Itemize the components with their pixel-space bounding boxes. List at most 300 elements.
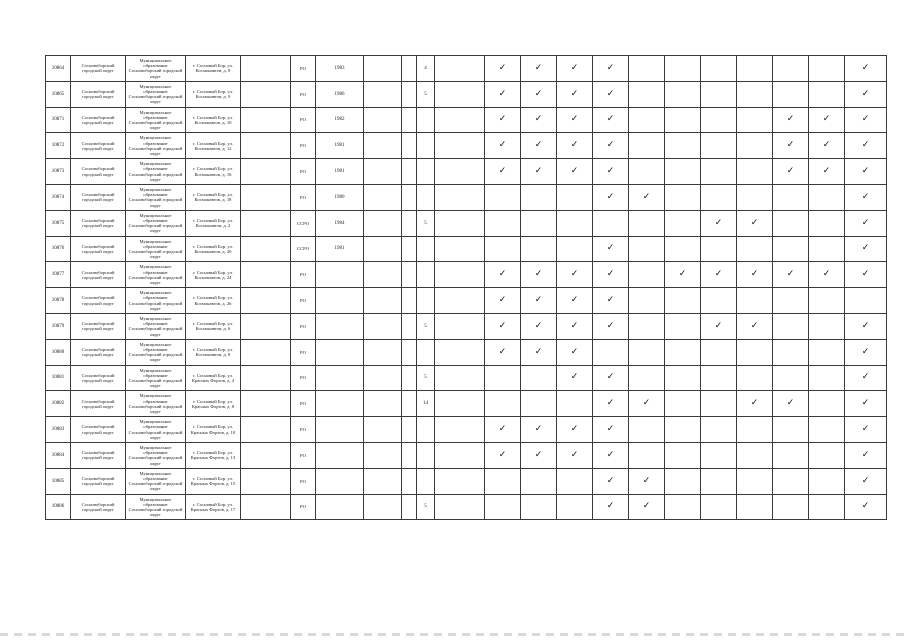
year-cell bbox=[316, 391, 364, 417]
work-check-cell-11 bbox=[845, 184, 887, 210]
work-check-cell-11 bbox=[845, 494, 887, 520]
work-check-cell-1 bbox=[485, 468, 521, 494]
table-row bbox=[46, 107, 887, 133]
check-mark-icon: ✓ bbox=[570, 320, 579, 331]
work-check-cell-2 bbox=[521, 262, 557, 288]
work-check-cell-10 bbox=[809, 494, 845, 520]
check-mark-icon: ✓ bbox=[606, 243, 615, 254]
row-id-cell: 10877 bbox=[46, 262, 71, 288]
address-cell: г. Сосновый Бор, ул. Космонавтов, д. 2 bbox=[186, 210, 241, 236]
floors-cell bbox=[402, 107, 417, 133]
ownership-form-cell: РО bbox=[291, 262, 316, 288]
work-check-cell-7 bbox=[701, 184, 737, 210]
work-check-cell-3 bbox=[557, 365, 593, 391]
guid-cell bbox=[241, 391, 291, 417]
work-check-cell-7 bbox=[701, 107, 737, 133]
municipality-cell: Муниципальное образование Сосновоборский городской округ bbox=[126, 442, 186, 468]
floors-cell bbox=[402, 391, 417, 417]
table-row bbox=[46, 468, 887, 494]
entrances-cell bbox=[417, 442, 435, 468]
year-cell bbox=[316, 494, 364, 520]
work-check-cell-8 bbox=[737, 184, 773, 210]
work-check-cell-9 bbox=[773, 442, 809, 468]
work-check-cell-4 bbox=[593, 494, 629, 520]
work-check-cell-6 bbox=[665, 81, 701, 107]
work-check-cell-6 bbox=[665, 107, 701, 133]
work-check-cell-7 bbox=[701, 391, 737, 417]
area-cell bbox=[364, 494, 402, 520]
district-cell: Сосновоборский городской округ bbox=[71, 391, 126, 417]
work-check-cell-9 bbox=[773, 159, 809, 185]
work-check-cell-4 bbox=[593, 133, 629, 159]
work-check-cell-8 bbox=[737, 56, 773, 82]
floors-cell bbox=[402, 339, 417, 365]
work-check-cell-4 bbox=[593, 339, 629, 365]
work-check-cell-8 bbox=[737, 494, 773, 520]
work-check-cell-1 bbox=[485, 339, 521, 365]
check-mark-icon: ✓ bbox=[861, 320, 870, 331]
check-mark-icon: ✓ bbox=[678, 269, 687, 280]
work-check-cell-5 bbox=[629, 442, 665, 468]
work-check-cell-5 bbox=[629, 417, 665, 443]
work-check-cell-5 bbox=[629, 159, 665, 185]
floors-cell bbox=[402, 313, 417, 339]
district-cell: Сосновоборский городской округ bbox=[71, 184, 126, 210]
work-check-cell-10 bbox=[809, 184, 845, 210]
guid-cell bbox=[241, 210, 291, 236]
year-cell: 1981 bbox=[316, 159, 364, 185]
work-check-cell-2 bbox=[521, 313, 557, 339]
work-check-cell-3 bbox=[557, 494, 593, 520]
work-check-cell-5 bbox=[629, 468, 665, 494]
entrances-cell bbox=[417, 339, 435, 365]
municipality-cell: Муниципальное образование Сосновоборский городской округ bbox=[126, 81, 186, 107]
work-check-cell-1 bbox=[485, 81, 521, 107]
floors-cell bbox=[402, 288, 417, 314]
address-cell: г. Сосновый Бор, ул. Космонавтов, д. 16 bbox=[186, 159, 241, 185]
check-mark-icon: ✓ bbox=[861, 88, 870, 99]
guid-cell bbox=[241, 81, 291, 107]
work-check-cell-7 bbox=[701, 288, 737, 314]
check-mark-icon: ✓ bbox=[498, 294, 507, 305]
row-id-cell: 10886 bbox=[46, 494, 71, 520]
entrances-cell bbox=[417, 184, 435, 210]
table-row bbox=[46, 159, 887, 185]
work-check-cell-9 bbox=[773, 184, 809, 210]
work-check-cell-9 bbox=[773, 391, 809, 417]
table-row bbox=[46, 313, 887, 339]
area-cell bbox=[364, 339, 402, 365]
ownership-form-cell: РО bbox=[291, 81, 316, 107]
guid-cell bbox=[241, 365, 291, 391]
check-mark-icon: ✓ bbox=[786, 140, 795, 151]
check-mark-icon: ✓ bbox=[534, 320, 543, 331]
check-mark-icon: ✓ bbox=[498, 62, 507, 73]
entrances-cell bbox=[417, 107, 435, 133]
year-cell bbox=[316, 262, 364, 288]
work-check-cell-10 bbox=[809, 56, 845, 82]
work-check-cell-11 bbox=[845, 442, 887, 468]
work-check-cell-2 bbox=[521, 56, 557, 82]
work-check-cell-11 bbox=[845, 107, 887, 133]
check-mark-icon: ✓ bbox=[861, 191, 870, 202]
entrances-cell bbox=[417, 417, 435, 443]
district-cell: Сосновоборский городской округ bbox=[71, 107, 126, 133]
work-check-cell-2 bbox=[521, 417, 557, 443]
work-check-cell-7 bbox=[701, 236, 737, 262]
entrances-cell bbox=[417, 468, 435, 494]
guid-cell bbox=[241, 417, 291, 443]
district-cell: Сосновоборский городской округ bbox=[71, 288, 126, 314]
work-check-cell-11 bbox=[845, 236, 887, 262]
works-list-cell bbox=[435, 417, 485, 443]
check-mark-icon: ✓ bbox=[498, 449, 507, 460]
work-check-cell-3 bbox=[557, 417, 593, 443]
year-cell: 1981 bbox=[316, 236, 364, 262]
check-mark-icon: ✓ bbox=[606, 165, 615, 176]
work-check-cell-5 bbox=[629, 210, 665, 236]
work-check-cell-5 bbox=[629, 288, 665, 314]
works-list-cell bbox=[435, 468, 485, 494]
work-check-cell-5 bbox=[629, 494, 665, 520]
entrances-cell bbox=[417, 288, 435, 314]
work-check-cell-11 bbox=[845, 288, 887, 314]
work-check-cell-2 bbox=[521, 133, 557, 159]
address-cell: г. Сосновый Бор, ул. Космонавтов, д. 9 bbox=[186, 81, 241, 107]
work-check-cell-8 bbox=[737, 133, 773, 159]
check-mark-icon: ✓ bbox=[786, 114, 795, 125]
check-mark-icon: ✓ bbox=[642, 398, 651, 409]
work-check-cell-2 bbox=[521, 81, 557, 107]
check-mark-icon: ✓ bbox=[714, 320, 723, 331]
table-row bbox=[46, 365, 887, 391]
building-registry-table bbox=[45, 55, 887, 520]
floors-cell bbox=[402, 184, 417, 210]
check-mark-icon: ✓ bbox=[534, 423, 543, 434]
work-check-cell-9 bbox=[773, 107, 809, 133]
work-check-cell-1 bbox=[485, 365, 521, 391]
area-cell bbox=[364, 417, 402, 443]
work-check-cell-4 bbox=[593, 417, 629, 443]
work-check-cell-9 bbox=[773, 133, 809, 159]
work-check-cell-3 bbox=[557, 391, 593, 417]
work-check-cell-5 bbox=[629, 236, 665, 262]
check-mark-icon: ✓ bbox=[534, 449, 543, 460]
row-id-cell: 10872 bbox=[46, 133, 71, 159]
check-mark-icon: ✓ bbox=[861, 423, 870, 434]
work-check-cell-11 bbox=[845, 339, 887, 365]
guid-cell bbox=[241, 442, 291, 468]
row-id-cell: 10871 bbox=[46, 107, 71, 133]
work-check-cell-3 bbox=[557, 210, 593, 236]
check-mark-icon: ✓ bbox=[606, 501, 615, 512]
work-check-cell-6 bbox=[665, 262, 701, 288]
district-cell: Сосновоборский городской округ bbox=[71, 442, 126, 468]
check-mark-icon: ✓ bbox=[861, 165, 870, 176]
check-mark-icon: ✓ bbox=[822, 140, 831, 151]
work-check-cell-2 bbox=[521, 365, 557, 391]
work-check-cell-1 bbox=[485, 262, 521, 288]
work-check-cell-7 bbox=[701, 468, 737, 494]
work-check-cell-4 bbox=[593, 468, 629, 494]
check-mark-icon: ✓ bbox=[606, 449, 615, 460]
work-check-cell-1 bbox=[485, 56, 521, 82]
check-mark-icon: ✓ bbox=[534, 165, 543, 176]
municipality-cell: Муниципальное образование Сосновоборский городской округ bbox=[126, 313, 186, 339]
guid-cell bbox=[241, 288, 291, 314]
work-check-cell-10 bbox=[809, 159, 845, 185]
municipality-cell: Муниципальное образование Сосновоборский городской округ bbox=[126, 391, 186, 417]
work-check-cell-4 bbox=[593, 184, 629, 210]
check-mark-icon: ✓ bbox=[642, 501, 651, 512]
work-check-cell-8 bbox=[737, 159, 773, 185]
work-check-cell-2 bbox=[521, 288, 557, 314]
area-cell bbox=[364, 262, 402, 288]
check-mark-icon: ✓ bbox=[822, 269, 831, 280]
work-check-cell-2 bbox=[521, 442, 557, 468]
district-cell: Сосновоборский городской округ bbox=[71, 133, 126, 159]
work-check-cell-8 bbox=[737, 468, 773, 494]
work-check-cell-3 bbox=[557, 468, 593, 494]
ownership-form-cell: РО bbox=[291, 159, 316, 185]
work-check-cell-6 bbox=[665, 417, 701, 443]
check-mark-icon: ✓ bbox=[498, 269, 507, 280]
ownership-form-cell: РО bbox=[291, 468, 316, 494]
check-mark-icon: ✓ bbox=[861, 346, 870, 357]
floors-cell bbox=[402, 210, 417, 236]
guid-cell bbox=[241, 339, 291, 365]
work-check-cell-3 bbox=[557, 81, 593, 107]
work-check-cell-9 bbox=[773, 262, 809, 288]
work-check-cell-10 bbox=[809, 81, 845, 107]
work-check-cell-6 bbox=[665, 313, 701, 339]
works-list-cell bbox=[435, 56, 485, 82]
row-id-cell: 10879 bbox=[46, 313, 71, 339]
check-mark-icon: ✓ bbox=[786, 398, 795, 409]
district-cell: Сосновоборский городской округ bbox=[71, 417, 126, 443]
check-mark-icon: ✓ bbox=[750, 217, 759, 228]
work-check-cell-8 bbox=[737, 288, 773, 314]
work-check-cell-11 bbox=[845, 133, 887, 159]
floors-cell bbox=[402, 159, 417, 185]
work-check-cell-8 bbox=[737, 313, 773, 339]
address-cell: г. Сосновый Бор, ул. Космонавтов, д. 12 bbox=[186, 133, 241, 159]
work-check-cell-7 bbox=[701, 417, 737, 443]
district-cell: Сосновоборский городской округ bbox=[71, 339, 126, 365]
work-check-cell-9 bbox=[773, 494, 809, 520]
work-check-cell-6 bbox=[665, 133, 701, 159]
work-check-cell-3 bbox=[557, 288, 593, 314]
work-check-cell-9 bbox=[773, 313, 809, 339]
works-list-cell bbox=[435, 159, 485, 185]
work-check-cell-6 bbox=[665, 391, 701, 417]
table-row bbox=[46, 210, 887, 236]
year-cell bbox=[316, 365, 364, 391]
area-cell bbox=[364, 133, 402, 159]
work-check-cell-1 bbox=[485, 107, 521, 133]
check-mark-icon: ✓ bbox=[786, 269, 795, 280]
check-mark-icon: ✓ bbox=[714, 269, 723, 280]
check-mark-icon: ✓ bbox=[570, 423, 579, 434]
guid-cell bbox=[241, 468, 291, 494]
check-mark-icon: ✓ bbox=[861, 372, 870, 383]
municipality-cell: Муниципальное образование Сосновоборский городской округ bbox=[126, 56, 186, 82]
municipality-cell: Муниципальное образование Сосновоборский городской округ bbox=[126, 159, 186, 185]
check-mark-icon: ✓ bbox=[822, 114, 831, 125]
guid-cell bbox=[241, 262, 291, 288]
work-check-cell-5 bbox=[629, 56, 665, 82]
works-list-cell bbox=[435, 262, 485, 288]
row-id-cell: 10873 bbox=[46, 159, 71, 185]
address-cell: г. Сосновый Бор, ул. Космонавтов, д. 10 bbox=[186, 107, 241, 133]
district-cell: Сосновоборский городской округ bbox=[71, 210, 126, 236]
row-id-cell: 10885 bbox=[46, 468, 71, 494]
check-mark-icon: ✓ bbox=[861, 243, 870, 254]
ownership-form-cell: ССРО bbox=[291, 236, 316, 262]
work-check-cell-5 bbox=[629, 339, 665, 365]
work-check-cell-10 bbox=[809, 133, 845, 159]
check-mark-icon: ✓ bbox=[606, 398, 615, 409]
work-check-cell-1 bbox=[485, 159, 521, 185]
check-mark-icon: ✓ bbox=[498, 423, 507, 434]
check-mark-icon: ✓ bbox=[498, 140, 507, 151]
ownership-form-cell: РО bbox=[291, 442, 316, 468]
work-check-cell-5 bbox=[629, 262, 665, 288]
work-check-cell-3 bbox=[557, 313, 593, 339]
entrances-cell: 4 bbox=[417, 56, 435, 82]
work-check-cell-1 bbox=[485, 210, 521, 236]
year-cell: 1983 bbox=[316, 56, 364, 82]
work-check-cell-1 bbox=[485, 494, 521, 520]
ownership-form-cell: РО bbox=[291, 494, 316, 520]
work-check-cell-1 bbox=[485, 184, 521, 210]
year-cell: 1982 bbox=[316, 107, 364, 133]
work-check-cell-10 bbox=[809, 236, 845, 262]
guid-cell bbox=[241, 56, 291, 82]
area-cell bbox=[364, 313, 402, 339]
work-check-cell-1 bbox=[485, 391, 521, 417]
check-mark-icon: ✓ bbox=[498, 346, 507, 357]
district-cell: Сосновоборский городской округ bbox=[71, 236, 126, 262]
work-check-cell-7 bbox=[701, 442, 737, 468]
year-cell bbox=[316, 288, 364, 314]
work-check-cell-11 bbox=[845, 81, 887, 107]
work-check-cell-8 bbox=[737, 107, 773, 133]
area-cell bbox=[364, 56, 402, 82]
guid-cell bbox=[241, 133, 291, 159]
entrances-cell bbox=[417, 159, 435, 185]
registry-table-wrapper bbox=[45, 55, 882, 520]
works-list-cell bbox=[435, 133, 485, 159]
check-mark-icon: ✓ bbox=[642, 475, 651, 486]
work-check-cell-11 bbox=[845, 159, 887, 185]
ownership-form-cell: РО bbox=[291, 107, 316, 133]
area-cell bbox=[364, 391, 402, 417]
work-check-cell-6 bbox=[665, 365, 701, 391]
area-cell bbox=[364, 107, 402, 133]
district-cell: Сосновоборский городской округ bbox=[71, 56, 126, 82]
check-mark-icon: ✓ bbox=[861, 501, 870, 512]
check-mark-icon: ✓ bbox=[861, 449, 870, 460]
district-cell: Сосновоборский городской округ bbox=[71, 468, 126, 494]
check-mark-icon: ✓ bbox=[570, 88, 579, 99]
row-id-cell: 10882 bbox=[46, 391, 71, 417]
check-mark-icon: ✓ bbox=[861, 62, 870, 73]
municipality-cell: Муниципальное образование Сосновоборский городской округ bbox=[126, 468, 186, 494]
row-id-cell: 10875 bbox=[46, 210, 71, 236]
entrances-cell: 5 bbox=[417, 494, 435, 520]
floors-cell bbox=[402, 236, 417, 262]
ownership-form-cell: РО bbox=[291, 313, 316, 339]
work-check-cell-10 bbox=[809, 288, 845, 314]
works-list-cell bbox=[435, 313, 485, 339]
ownership-form-cell: РО bbox=[291, 365, 316, 391]
work-check-cell-9 bbox=[773, 210, 809, 236]
area-cell bbox=[364, 236, 402, 262]
ownership-form-cell: РО bbox=[291, 417, 316, 443]
row-id-cell: 10881 bbox=[46, 365, 71, 391]
check-mark-icon: ✓ bbox=[570, 449, 579, 460]
check-mark-icon: ✓ bbox=[570, 269, 579, 280]
work-check-cell-2 bbox=[521, 236, 557, 262]
entrances-cell: 5 bbox=[417, 313, 435, 339]
check-mark-icon: ✓ bbox=[570, 114, 579, 125]
check-mark-icon: ✓ bbox=[498, 320, 507, 331]
work-check-cell-4 bbox=[593, 391, 629, 417]
work-check-cell-9 bbox=[773, 468, 809, 494]
check-mark-icon: ✓ bbox=[861, 398, 870, 409]
municipality-cell: Муниципальное образование Сосновоборский городской округ bbox=[126, 184, 186, 210]
work-check-cell-7 bbox=[701, 133, 737, 159]
work-check-cell-10 bbox=[809, 442, 845, 468]
municipality-cell: Муниципальное образование Сосновоборский городской округ bbox=[126, 133, 186, 159]
row-id-cell: 10864 bbox=[46, 56, 71, 82]
address-cell: г. Сосновый Бор, ул. Космонавтов, д. 18 bbox=[186, 184, 241, 210]
check-mark-icon: ✓ bbox=[786, 165, 795, 176]
floors-cell bbox=[402, 81, 417, 107]
work-check-cell-6 bbox=[665, 468, 701, 494]
work-check-cell-7 bbox=[701, 339, 737, 365]
work-check-cell-6 bbox=[665, 442, 701, 468]
address-cell: г. Сосновый Бор, ул. Красных Фортов, д. 15 bbox=[186, 468, 241, 494]
work-check-cell-9 bbox=[773, 56, 809, 82]
work-check-cell-7 bbox=[701, 159, 737, 185]
work-check-cell-8 bbox=[737, 262, 773, 288]
work-check-cell-7 bbox=[701, 210, 737, 236]
work-check-cell-4 bbox=[593, 365, 629, 391]
work-check-cell-3 bbox=[557, 442, 593, 468]
work-check-cell-6 bbox=[665, 210, 701, 236]
work-check-cell-11 bbox=[845, 365, 887, 391]
area-cell bbox=[364, 288, 402, 314]
check-mark-icon: ✓ bbox=[570, 165, 579, 176]
table-row bbox=[46, 288, 887, 314]
work-check-cell-10 bbox=[809, 210, 845, 236]
work-check-cell-2 bbox=[521, 210, 557, 236]
work-check-cell-7 bbox=[701, 365, 737, 391]
area-cell bbox=[364, 159, 402, 185]
works-list-cell bbox=[435, 288, 485, 314]
work-check-cell-5 bbox=[629, 365, 665, 391]
work-check-cell-10 bbox=[809, 107, 845, 133]
work-check-cell-9 bbox=[773, 339, 809, 365]
table-row bbox=[46, 391, 887, 417]
row-id-cell: 10876 bbox=[46, 236, 71, 262]
district-cell: Сосновоборский городской округ bbox=[71, 159, 126, 185]
work-check-cell-2 bbox=[521, 494, 557, 520]
work-check-cell-5 bbox=[629, 184, 665, 210]
work-check-cell-8 bbox=[737, 417, 773, 443]
